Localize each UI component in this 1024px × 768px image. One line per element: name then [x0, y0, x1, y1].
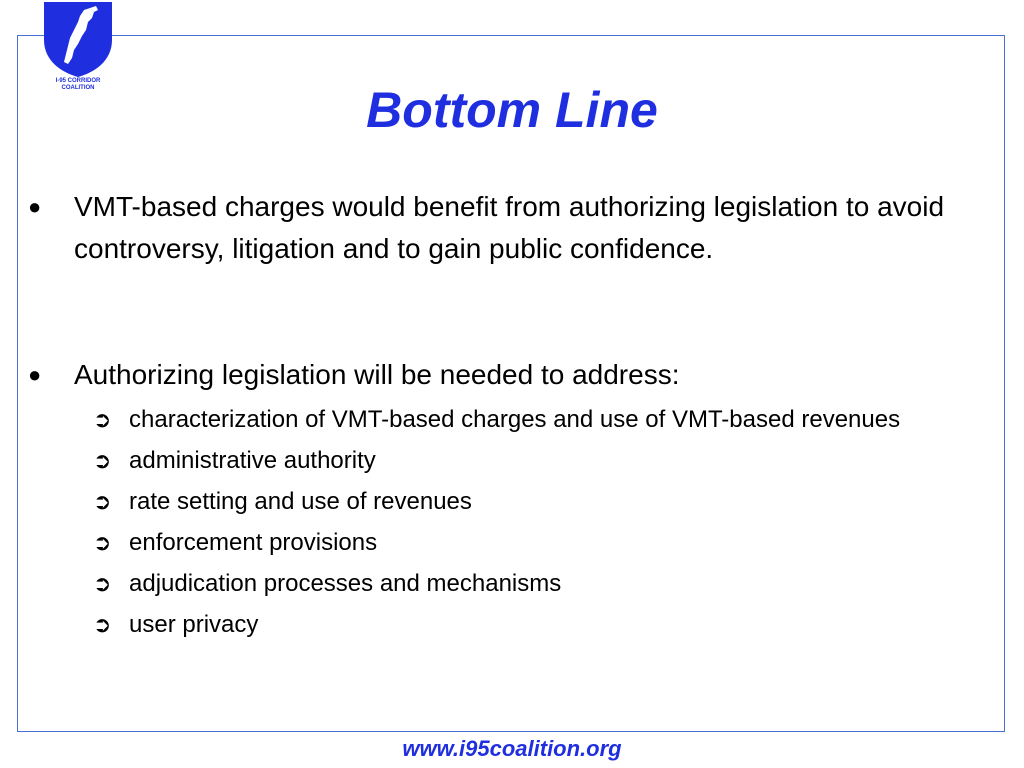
- bullet-1: [28, 186, 978, 270]
- arrow-icon: ➲: [93, 448, 112, 473]
- logo-line-2: COALITION: [61, 85, 95, 91]
- sub-bullet-item: [93, 402, 973, 437]
- arrow-icon: ➲: [93, 612, 112, 637]
- bullet-marker: ●: [28, 362, 42, 387]
- arrow-icon: ➲: [93, 489, 112, 514]
- sub-bullet-text: characterization of VMT-based charges and use of VMT-based revenues: [129, 406, 901, 433]
- arrow-icon: ➲: [93, 530, 112, 555]
- sub-bullet-text: rate setting and use of revenues: [129, 488, 472, 515]
- sub-bullet-text: user privacy: [129, 611, 259, 638]
- sub-bullet-text: adjudication processes and mechanisms: [129, 570, 562, 597]
- logo-line-1: I-95 CORRIDOR: [55, 78, 101, 84]
- sub-bullet-text: enforcement provisions: [129, 529, 378, 556]
- arrow-icon: ➲: [93, 571, 112, 596]
- sub-bullet-list: [93, 402, 973, 648]
- sub-bullet-text: administrative authority: [129, 447, 376, 474]
- bullet-1-text: VMT-based charges would benefit from authorizing legislation to avoid controversy, litigation and to gain public confidence.: [74, 191, 945, 264]
- sub-bullet-item: [93, 607, 973, 642]
- sub-bullet-item: [93, 484, 973, 519]
- arrow-icon: ➲: [93, 407, 112, 432]
- bullet-2-text: Authorizing legislation will be needed to address:: [74, 359, 680, 390]
- sub-bullet-item: [93, 443, 973, 478]
- footer-website-link[interactable]: www.i95coalition.org: [402, 736, 622, 761]
- bullet-2: [28, 354, 978, 396]
- sub-bullet-item: [93, 566, 973, 601]
- slide-title: Bottom Line: [366, 82, 658, 138]
- sub-bullet-item: [93, 525, 973, 560]
- shield-map-icon: [40, 0, 116, 78]
- bullet-marker: ●: [28, 194, 42, 219]
